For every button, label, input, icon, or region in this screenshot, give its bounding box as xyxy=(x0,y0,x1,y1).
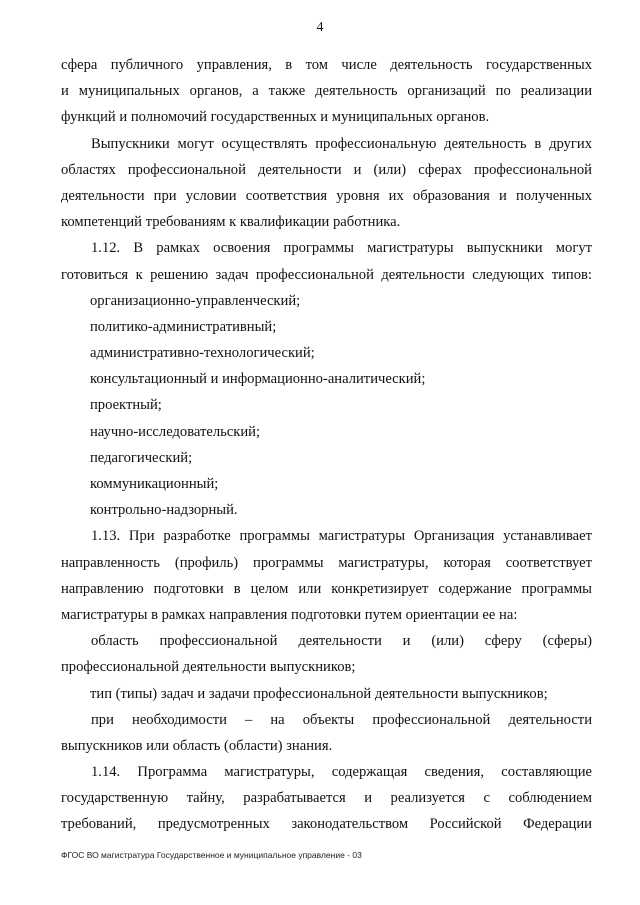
page-number: 4 xyxy=(316,20,324,35)
text-line: выпускников или область (области) знания. xyxy=(61,737,333,754)
list-item: административно-технологический; xyxy=(90,345,315,362)
text-line: деятельности при условии соответствия уровня их образования и полученных xyxy=(61,187,592,204)
list-item: коммуникационный; xyxy=(90,476,219,492)
text-line: компетенций требованиям к квалификации работника. xyxy=(61,214,401,231)
list-item: при необходимости – на объекты профессиональной деятельности xyxy=(91,711,592,728)
clause-1-12-first-line: 1.12. В рамках освоения программы магистратуры выпускники могут xyxy=(91,240,592,257)
text-line: магистратуры в рамках направления подготовки путем ориентации ее на: xyxy=(61,606,518,623)
text-line: направлению подготовки в целом или конкретизирует содержание программы xyxy=(61,580,592,597)
text-line: готовиться к решению задач профессиональной деятельности следующих типов: xyxy=(61,266,592,283)
text-line: сфера публичного управления, в том числе деятельность государственных xyxy=(61,57,592,73)
text-line: профессиональной деятельности выпускников; xyxy=(61,659,356,676)
paragraph-first-line: Выпускники могут осуществлять профессиональную деятельность в других xyxy=(91,135,592,152)
text-line: требований, предусмотренных законодательством Российской Федерации xyxy=(61,816,592,833)
text-line: направленность (профиль) программы магистратуры, которая соответствует xyxy=(61,554,592,571)
list-item: контрольно-надзорный. xyxy=(90,502,238,519)
text-line: областях профессиональной деятельности и (или) сферах профессиональной xyxy=(61,161,592,178)
list-item: консультационный и информационно-аналитический; xyxy=(90,371,426,388)
footer-document-id: ФГОС ВО магистратура Государственное и муниципальное управление - 03 xyxy=(61,850,362,860)
clause-1-14-first-line: 1.14. Программа магистратуры, содержащая сведения, составляющие xyxy=(91,764,592,781)
list-item: организационно-управленческий; xyxy=(90,292,301,309)
clause-1-13-first-line: 1.13. При разработке программы магистратуры Организация устанавливает xyxy=(91,528,592,545)
text-line: и муниципальных органов, а также деятельность организаций по реализации xyxy=(61,83,592,100)
list-item: политико-административный; xyxy=(90,318,277,335)
text-line: государственную тайну, разрабатывается и реализуется с соблюдением xyxy=(61,790,592,807)
list-item: область профессиональной деятельности и (или) сферу (сферы) xyxy=(91,633,592,650)
list-item: педагогический; xyxy=(90,449,193,466)
list-item: проектный; xyxy=(90,397,162,414)
document-body xyxy=(61,52,592,838)
list-item: научно-исследовательский; xyxy=(90,423,261,440)
list-item: тип (типы) задач и задачи профессиональной деятельности выпускников; xyxy=(90,685,548,702)
text-line: функций и полномочий государственных и муниципальных органов. xyxy=(61,109,490,126)
